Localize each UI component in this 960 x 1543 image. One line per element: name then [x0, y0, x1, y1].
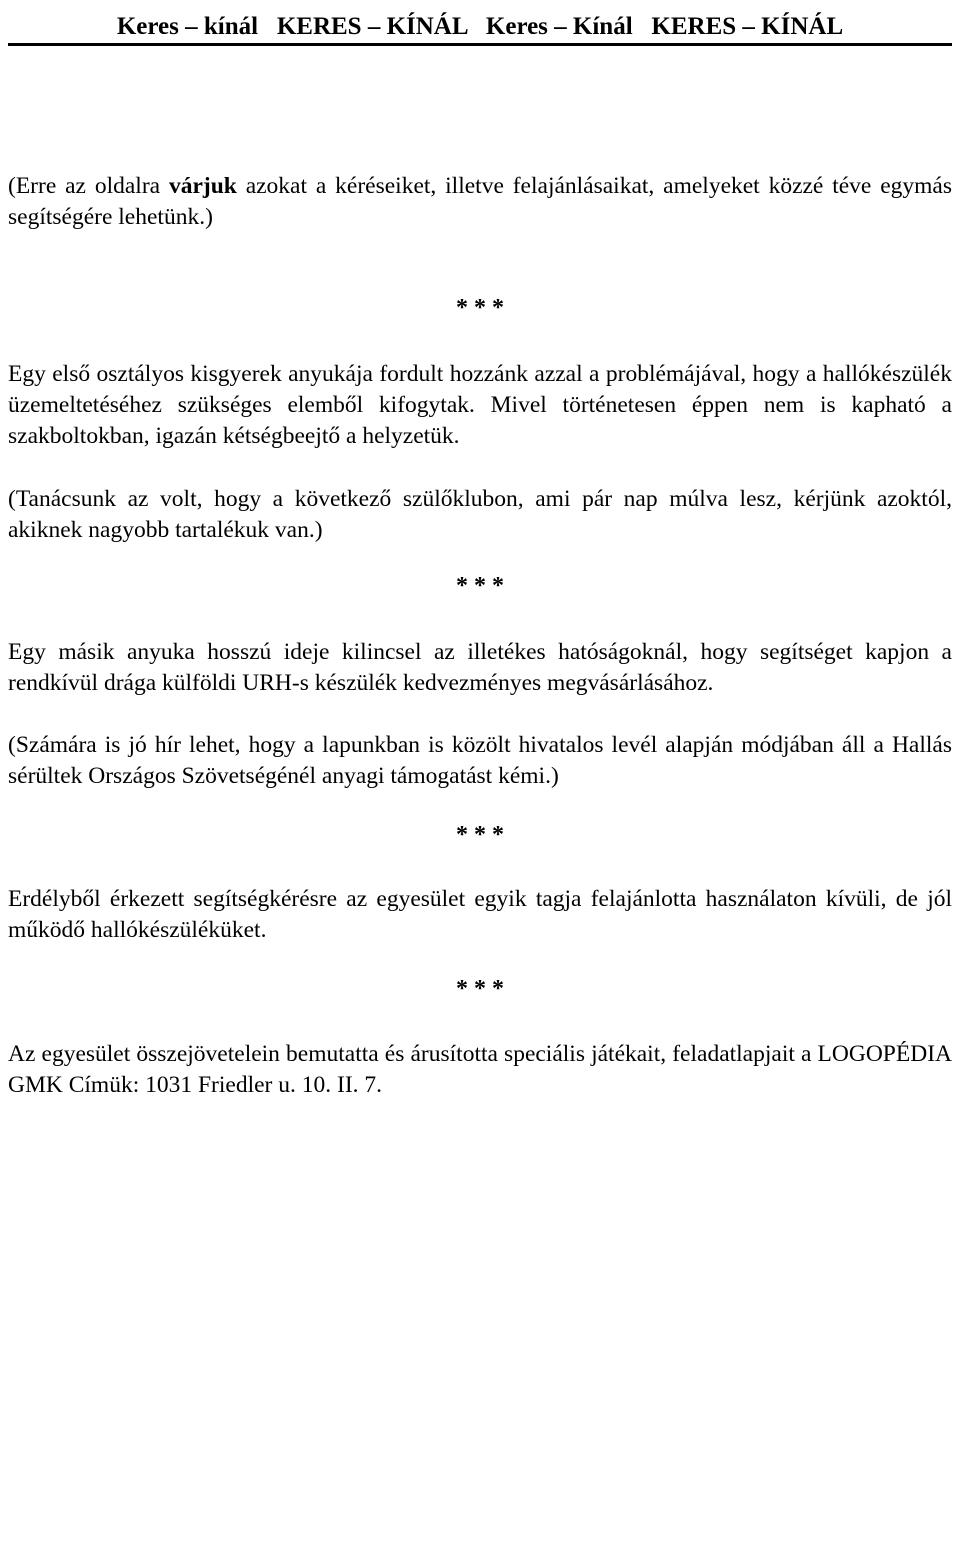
separator: * * * — [456, 295, 504, 321]
separator: * * * — [456, 976, 504, 1002]
item-1-text: Egy első osztályos kisgyerek anyukája fordult hozzánk azzal a problémájával, hogy a hallókészülék üzemeltetéséhez szükséges elemből kifogytak. Mivel történetesen éppen nem is kapható a szakboltokban, igazán kétségbeejtő a helyzetük. — [8, 361, 952, 449]
item-1 — [8, 359, 952, 452]
item-4-text: Az egyesület összejövetelein bemutatta és árusította speciális játékait, feladatlapjait a LOGOPÉDIA GMK Címük: 1031 Friedler u. 10. II. 7. — [8, 1041, 952, 1098]
item-3-text: Erdélyből érkezett segítségkérésre az egyesület egyik tagja felajánlotta használaton kívüli, de jól működő hallókészüléküket. — [8, 886, 952, 943]
item-2 — [8, 637, 952, 699]
item-1-note: (Tanácsunk az volt, hogy a következő szülőklubon, ami pár nap múlva lesz, kérjünk azoktól, akiknek nagyobb tartalékuk van.) — [8, 486, 952, 543]
item-2-note-block — [8, 730, 952, 792]
item-4 — [8, 1039, 952, 1101]
header-title: Keres – kínál KERES – KÍNÁL Keres – Kínál KERES – KÍNÁL — [116, 13, 844, 40]
separator: * * * — [456, 822, 504, 848]
item-3 — [8, 884, 952, 946]
intro-prefix: (Erre az oldalra — [8, 173, 169, 199]
intro-bold-word: várjuk — [168, 173, 237, 199]
intro-suffix: azokat a kéréseiket, illetve felajánlásaikat, amelyeket közzé téve egymás segítségére lehetünk.) — [8, 173, 952, 230]
item-2-note: (Számára is jó hír lehet, hogy a lapunkban is közölt hivatalos levél alapján módjában áll a Hallás sérültek Országos Szövetségénél anyagi támogatást kémi.) — [8, 732, 952, 789]
item-2-text: Egy másik anyuka hosszú ideje kilincsel az illetékes hatóságoknál, hogy segítséget kapjon a rendkívül drága külföldi URH-s készülék kedvezményes megvásárlásához. — [8, 639, 952, 696]
intro-paragraph — [8, 171, 952, 233]
separator: * * * — [456, 573, 504, 599]
page-header — [8, 8, 952, 46]
item-1-note-block — [8, 484, 952, 546]
intro-block — [8, 171, 952, 233]
